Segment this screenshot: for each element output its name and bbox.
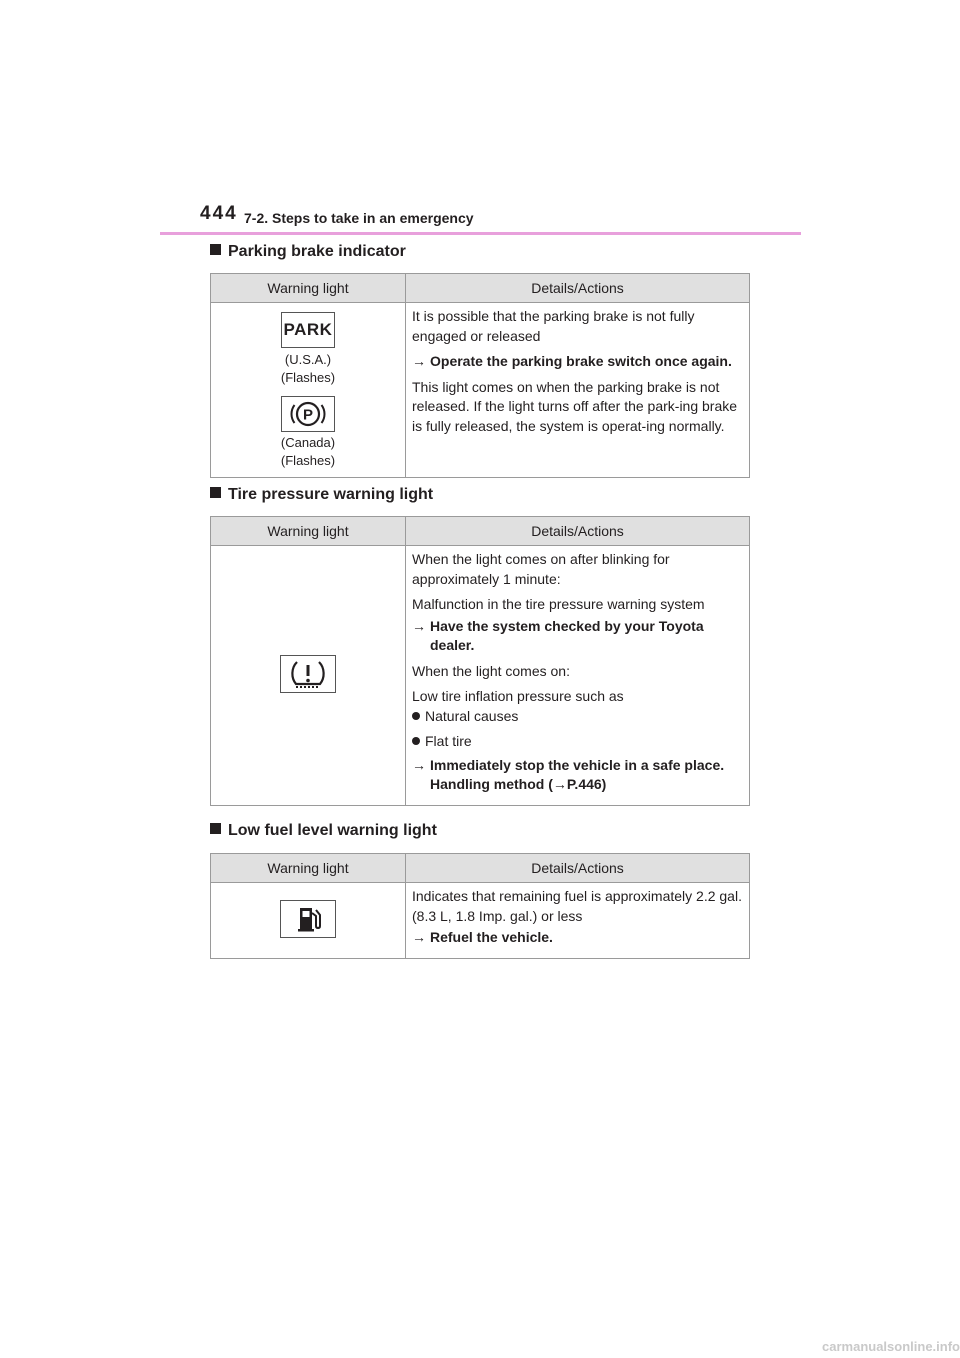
table-row [211,546,750,806]
action-text: → Have the system checked by your Toyota dealer. [412,617,704,653]
chapter-title: 7-2. Steps to take in an emergency [244,210,474,226]
detail-text: Indicates that remaining fuel is approximately 2.2 gal. (8.3 L, 1.8 Imp. gal.) or less [412,888,742,924]
low-fuel-table [210,853,750,959]
detail-text: Malfunction in the tire pressure warning system [412,596,705,612]
table-header-row [211,854,750,883]
parking-p-circle-icon [281,396,335,432]
usa-caption: (U.S.A.) (Flashes) [280,352,336,385]
page-number: 444 [200,203,238,224]
details-cell [406,883,750,959]
detail-text: When the light comes on after blinking for approximately 1 minute: [412,551,670,587]
action-text: Handling method (→P.446) [412,775,743,795]
header-divider [160,232,801,235]
column-header-warning-light: Warning light [211,517,406,546]
arrow-right-icon: → [412,929,426,945]
column-header-warning-light: Warning light [211,854,406,883]
list-item: Flat tire [412,732,743,752]
details-cell [406,303,750,478]
square-bullet-icon [210,244,221,255]
bullet-dot-icon [412,712,420,720]
parking-brake-table [210,273,750,478]
section-title-low-fuel: Low fuel level warning light [210,822,437,840]
column-header-details: Details/Actions [406,517,750,546]
tire-pressure-icon [280,655,336,693]
table-row [211,883,750,959]
arrow-right-icon: → [412,353,426,369]
action-text: → Immediately stop the vehicle in a safe place. [412,756,743,776]
arrow-right-icon: → [412,617,426,634]
action-text: → Refuel the vehicle. [412,928,743,948]
warning-light-cell [211,546,406,806]
warning-light-cell [211,883,406,959]
list-item: Natural causes [412,707,743,727]
canada-caption: (Canada) (Flashes) [280,435,336,468]
fuel-pump-icon [280,900,336,938]
table-header-row [211,274,750,303]
detail-text: It is possible that the parking brake is not fully engaged or released [412,308,695,344]
watermark: carmanualsonline.info [822,1339,960,1354]
table-row [211,303,750,478]
column-header-warning-light: Warning light [211,274,406,303]
arrow-right-icon: → [412,756,426,773]
tire-pressure-table [210,516,750,806]
arrow-right-icon: → [552,776,567,792]
park-brake-icon: PARK [281,312,335,348]
column-header-details: Details/Actions [406,274,750,303]
square-bullet-icon [210,823,221,834]
bullet-dot-icon [412,737,420,745]
section-title-parking-brake: Parking brake indicator [210,243,406,261]
warning-light-cell [211,303,406,478]
action-text: → Operate the parking brake switch once again. [412,352,743,372]
detail-text: This light comes on when the parking brake is not released. If the light turns off after the park-ing brake is fully released, the system is operat-ing normally. [412,378,738,434]
section-title-tire-pressure: Tire pressure warning light [210,486,433,504]
column-header-details: Details/Actions [406,854,750,883]
detail-text: Low tire inflation pressure such as [412,688,624,704]
square-bullet-icon [210,487,221,498]
detail-text: When the light comes on: [412,662,570,679]
svg-text:P: P [302,406,314,424]
table-header-row [211,517,750,546]
details-cell [406,546,750,806]
